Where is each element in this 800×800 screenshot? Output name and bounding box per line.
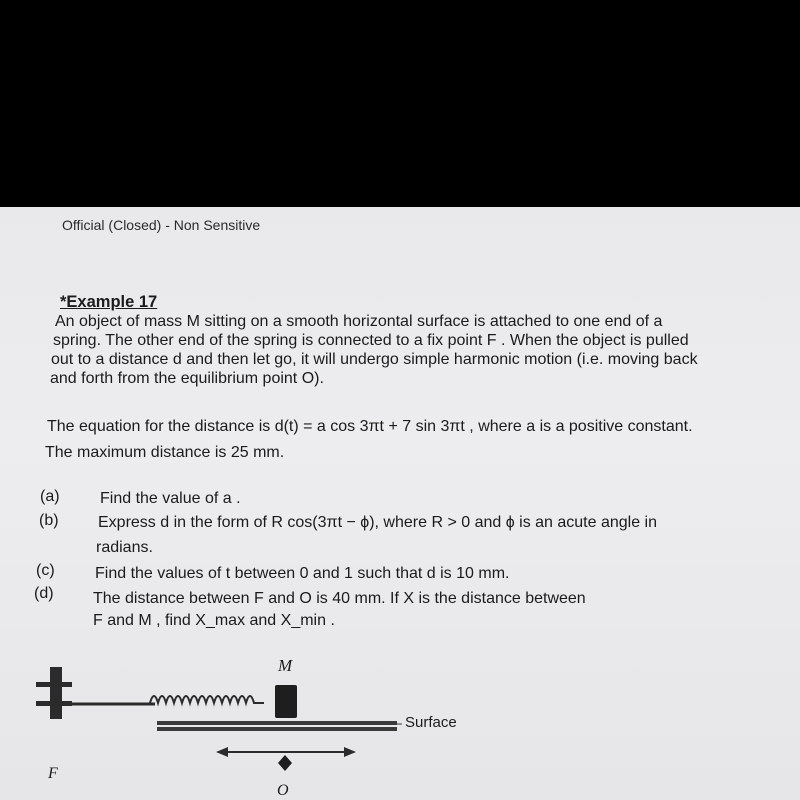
document-page bbox=[0, 207, 800, 800]
surface-bar bbox=[157, 721, 402, 731]
part-d-text-2: F and M , find X_max and X_min . bbox=[93, 612, 335, 629]
intro-line-1: An object of mass M sitting on a smooth horizontal surface is attached to one end of a bbox=[55, 313, 663, 330]
intro-line-2: spring. The other end of the spring is connected to a fix point F . When the object is pulled bbox=[53, 332, 689, 349]
part-b-text-1: Express d in the form of R cos(3πt − ϕ), where R > 0 and ϕ is an acute angle in bbox=[98, 514, 658, 531]
max-distance-line: The maximum distance is 25 mm. bbox=[45, 444, 285, 461]
spring-coil bbox=[150, 696, 264, 703]
intro-line-3: out to a distance d and then let go, it will undergo simple harmonic motion (i.e. moving back bbox=[51, 351, 698, 368]
spring-mass-diagram bbox=[0, 207, 800, 800]
mass-block bbox=[275, 685, 297, 718]
fixed-point-post bbox=[36, 667, 155, 719]
motion-arrow bbox=[216, 747, 356, 757]
part-d-text-1: The distance between F and O is 40 mm. If X is the distance between bbox=[93, 590, 586, 607]
equation-line: The equation for the distance is d(t) = a cos 3πt + 7 sin 3πt , where a is a positive constant. bbox=[47, 418, 693, 435]
origin-label: O bbox=[277, 782, 289, 799]
mass-label: M bbox=[278, 656, 293, 675]
part-a-text: Find the value of a . bbox=[100, 490, 241, 507]
classification-header: Official (Closed) - Non Sensitive bbox=[62, 217, 261, 233]
part-c-label: (c) bbox=[36, 562, 55, 579]
equilibrium-point-marker bbox=[278, 755, 292, 771]
part-d-label: (d) bbox=[34, 585, 54, 602]
part-b-text-2: radians. bbox=[96, 539, 153, 556]
fixed-point-label: F bbox=[48, 765, 58, 782]
surface-label: Surface bbox=[405, 714, 457, 731]
example-title: *Example 17 bbox=[60, 293, 158, 311]
part-a-label: (a) bbox=[40, 488, 60, 505]
part-c-text: Find the values of t between 0 and 1 such that d is 10 mm. bbox=[95, 565, 510, 582]
intro-line-4: and forth from the equilibrium point O). bbox=[50, 370, 324, 387]
part-b-label: (b) bbox=[39, 512, 59, 529]
